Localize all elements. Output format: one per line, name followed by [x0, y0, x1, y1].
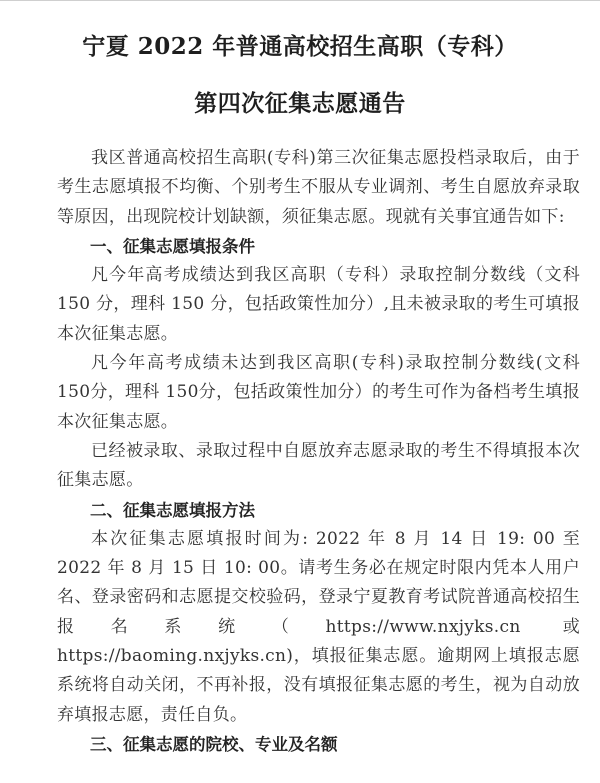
section-1-paragraph-3: 已经被录取、录取过程中自愿放弃志愿录取的考生不得填报本次征集志愿。 [57, 440, 580, 491]
section-1-paragraph-2: 凡今年高考成绩未达到我区高职(专科)录取控制分数线(文科 150分，理科 150分，包括政策性加分）的考生可作为备档考生填报本次征集志愿。 [57, 353, 580, 432]
section-3-heading: 三、征集志愿的院校、专业及名额 [90, 734, 338, 754]
section-1-heading: 一、征集志愿填报条件 [90, 236, 255, 256]
notice-body [57, 144, 580, 759]
title-line-1: 宁夏 2022 年普通高校招生高职（专科） [82, 33, 518, 60]
section-1-paragraph-1: 凡今年高考成绩达到我区高职（专科）录取控制分数线（文科 150 分，理科 150 分，包括政策性加分）,且未被录取的考生可填报本次征集志愿。 [57, 265, 580, 344]
intro-paragraph: 我区普通高校招生高职(专科)第三次征集志愿投档录取后，由于考生志愿填报不均衡、个别考生不服从专业调剂、考生自愿放弃录取等原因，出现院校计划缺额，须征集志愿。现就有关事宜通告如下: [57, 148, 580, 227]
title-line-2: 第四次征集志愿通告 [194, 90, 406, 117]
section-2-paragraph-1: 本次征集志愿填报时间为: 2022 年 8 月 14 日 19: 00 至 2022 年 8 月 15 日 10: 00。请考生务必在规定时限内凭本人用户名、登录密码和志愿提交校验码，登录宁夏教育考试院普通高校招生报名系统（https://www.nxjyks.cn 或 https://baoming.nxjyks.cn)，填报征集志愿。逾期网上填报志愿系统将自动关闭，不再补报，没有填报征集志愿的考生，视为自动放弃填报志愿，责任自负。 [57, 528, 580, 725]
section-2-heading: 二、征集志愿填报方法 [90, 500, 255, 520]
